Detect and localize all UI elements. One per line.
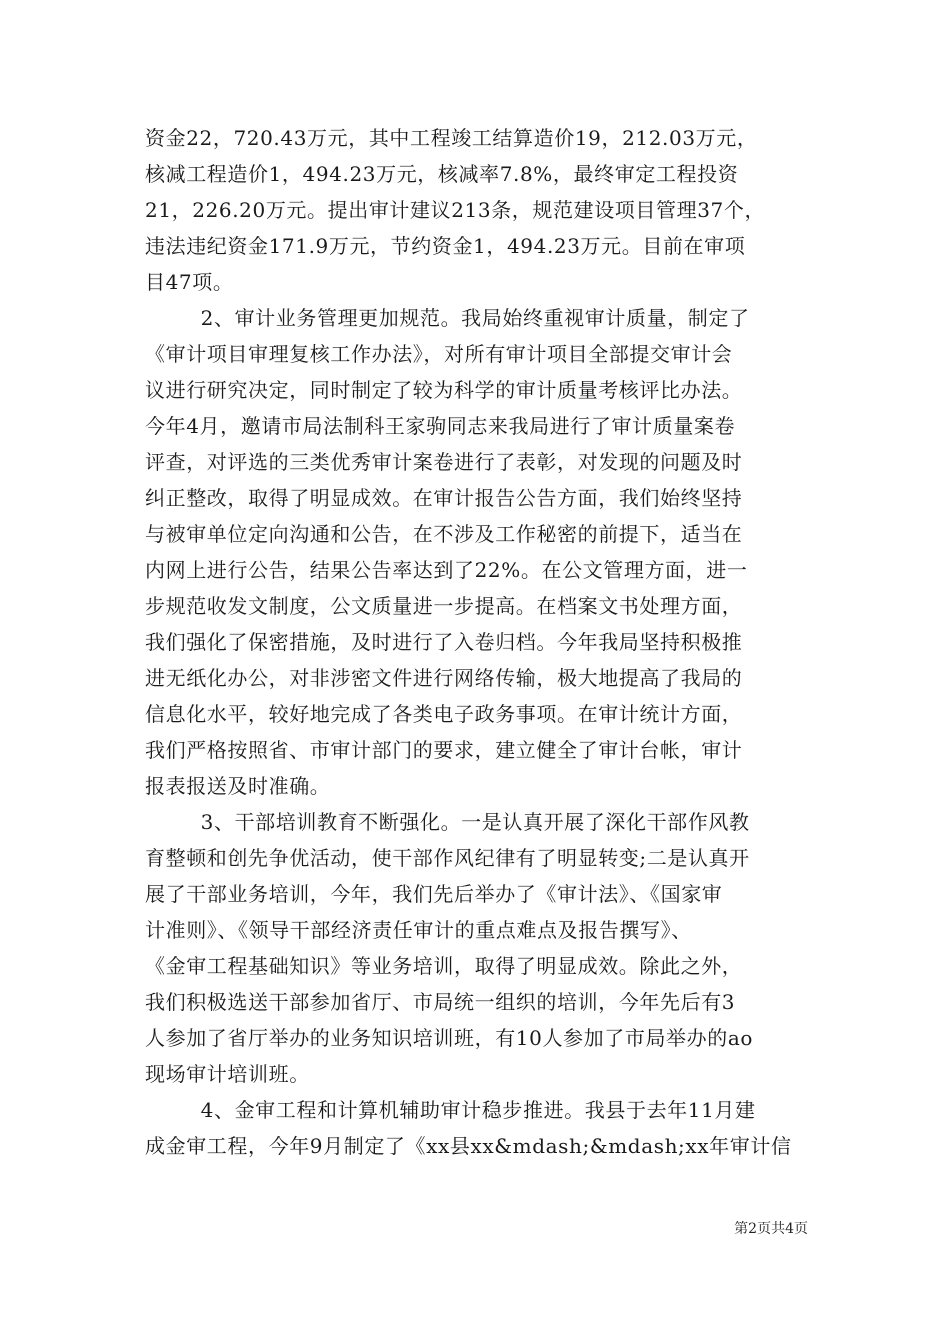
text-line: 与被审单位定向沟通和公告，在不涉及工作秘密的前提下，适当在 — [145, 522, 743, 546]
text-line: 4、金审工程和计算机辅助审计稳步推进。我县于去年11月建 — [145, 1098, 756, 1122]
text-line: 育整顿和创先争优活动，使干部作风纪律有了明显转变;二是认真开 — [145, 846, 750, 870]
text-line: 《金审工程基础知识》等业务培训，取得了明显成效。除此之外， — [145, 954, 743, 978]
page-number-footer: 第2页共4页 — [734, 1221, 808, 1237]
text-line: 报表报送及时准确。 — [145, 774, 331, 798]
text-line: 人参加了省厅举办的业务知识培训班，有10人参加了市局举办的ao — [145, 1026, 754, 1050]
text-line: 内网上进行公告，结果公告率达到了22%。在公文管理方面，进一 — [145, 558, 748, 582]
text-line: 步规范收发文制度，公文质量进一步提高。在档案文书处理方面， — [145, 594, 743, 618]
text-line: 《审计项目审理复核工作办法》，对所有审计项目全部提交审计会 — [145, 342, 733, 366]
text-line: 资金22，720.43万元，其中工程竣工结算造价19，212.03万元， — [145, 126, 758, 150]
text-line: 纠正整改，取得了明显成效。在审计报告公告方面，我们始终坚持 — [145, 486, 743, 510]
text-line: 评查，对评选的三类优秀审计案卷进行了表彰，对发现的问题及时 — [145, 450, 743, 474]
text-line: 我们严格按照省、市审计部门的要求，建立健全了审计台帐，审计 — [145, 738, 743, 762]
text-line: 核减工程造价1，494.23万元，核减率7.8%，最终审定工程投资 — [145, 162, 739, 186]
text-line: 成金审工程，今年9月制定了《xx县xx&mdash;&mdash;xx年审计信 — [145, 1134, 792, 1158]
text-line: 现场审计培训班。 — [145, 1062, 310, 1086]
text-line: 21，226.20万元。提出审计建议213条，规范建设项目管理37个， — [145, 198, 766, 222]
text-line: 信息化水平，较好地完成了各类电子政务事项。在审计统计方面， — [145, 702, 743, 726]
text-line: 议进行研究决定，同时制定了较为科学的审计质量考核评比办法。 — [145, 378, 743, 402]
text-line: 我们强化了保密措施，及时进行了入卷归档。今年我局坚持积极推 — [145, 630, 743, 654]
text-line: 展了干部业务培训，今年，我们先后举办了《审计法》、《国家审 — [145, 882, 723, 906]
text-line: 目47项。 — [145, 270, 234, 294]
text-line: 违法违纪资金171.9万元，节约资金1，494.23万元。目前在审项 — [145, 234, 746, 258]
text-line: 进无纸化办公，对非涉密文件进行网络传输，极大地提高了我局的 — [145, 666, 743, 690]
text-line: 2、审计业务管理更加规范。我局始终重视审计质量，制定了 — [145, 306, 750, 330]
text-line: 3、干部培训教育不断强化。一是认真开展了深化干部作风教 — [145, 810, 750, 834]
text-line: 我们积极选送干部参加省厅、市局统一组织的培训，今年先后有3 — [145, 990, 736, 1014]
text-line: 今年4月，邀请市局法制科王家驹同志来我局进行了审计质量案卷 — [145, 414, 736, 438]
text-line: 计准则》、《领导干部经济责任审计的重点难点及报告撰写》、 — [145, 918, 692, 942]
